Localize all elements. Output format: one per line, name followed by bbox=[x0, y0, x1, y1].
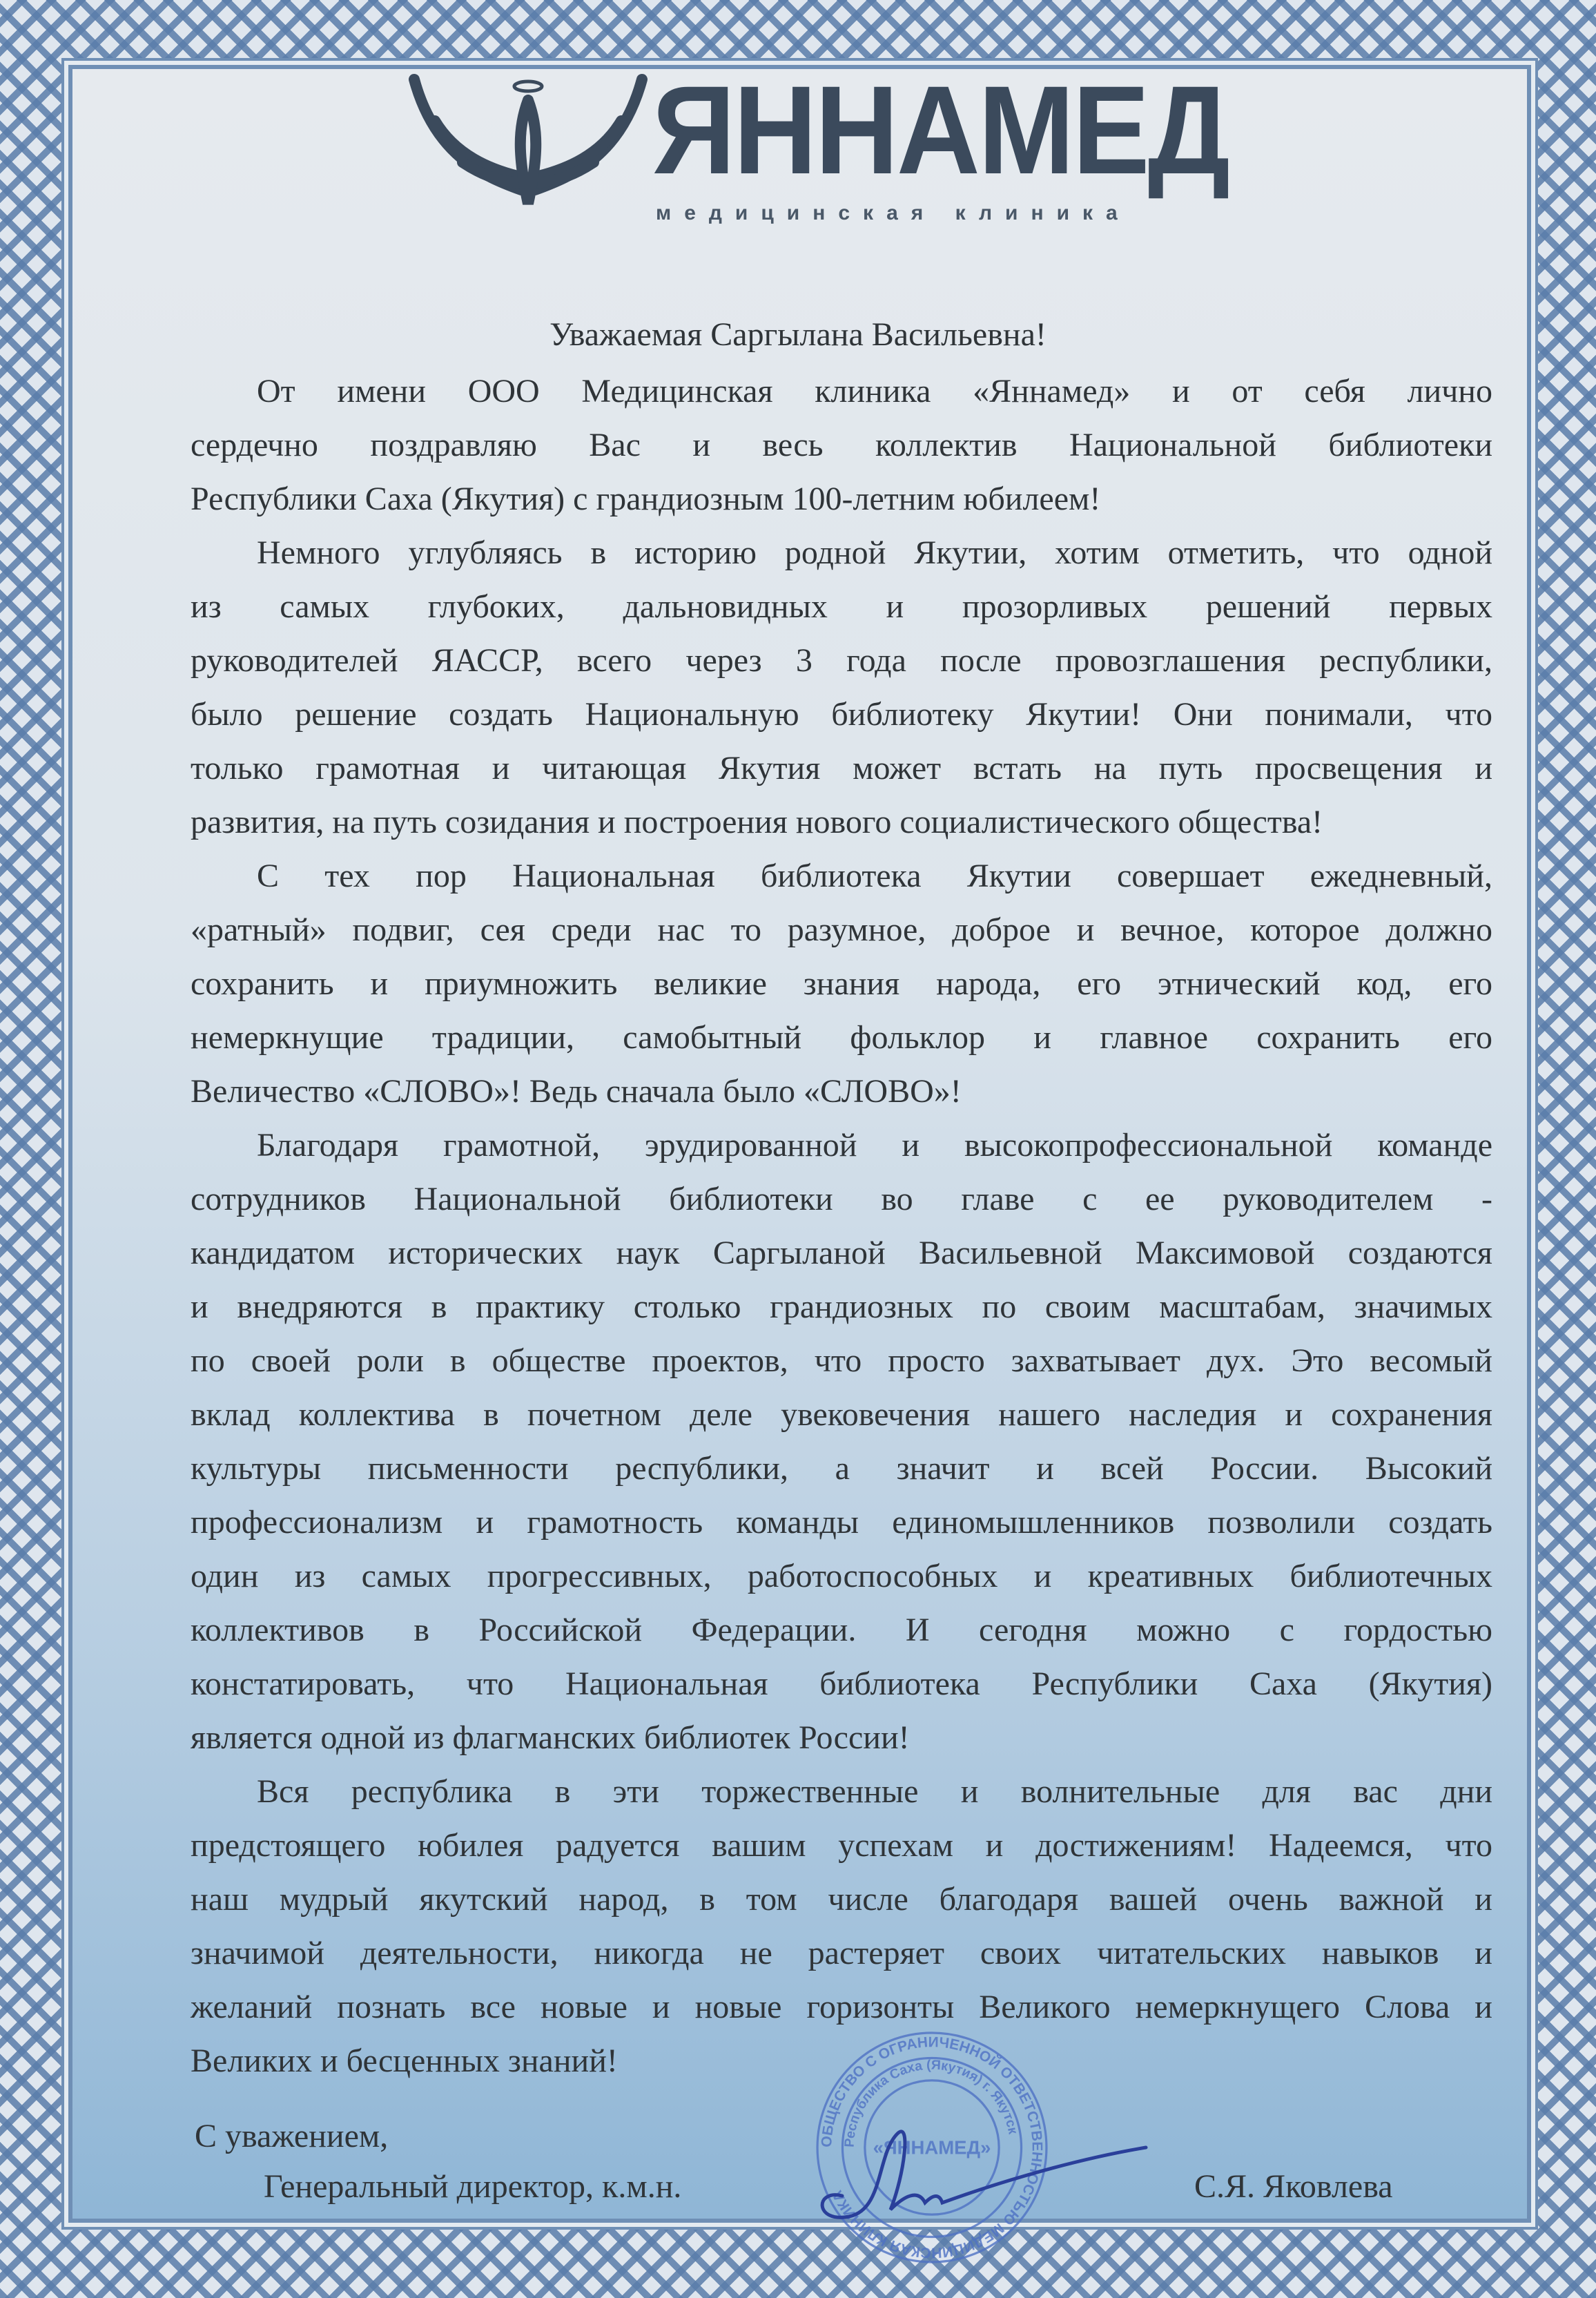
paragraph-line: констатировать, что Национальная библиотека Республики Саха (Якутия) bbox=[191, 1665, 1492, 1702]
paragraph-line: и внедряются в практику столько грандиозных по своим масштабам, значимых bbox=[191, 1288, 1492, 1325]
paragraph-line: сердечно поздравляю Вас и весь коллектив Национальной библиотеки bbox=[191, 427, 1492, 463]
paragraph-line: сотрудников Национальной библиотеки во главе с ее руководителем - bbox=[191, 1181, 1492, 1217]
paragraph-line: вклад коллектива в почетном деле увековечения нашего наследия и сохранения bbox=[191, 1396, 1492, 1433]
paragraph-line: наш мудрый якутский народ, в том числе благодаря вашей очень важной и bbox=[191, 1881, 1492, 1918]
paragraph-line: Великих и бесценных знаний! bbox=[191, 2043, 618, 2079]
angel-wings-icon bbox=[407, 73, 649, 224]
seal-outer-text: ОБЩЕСТВО С ОГРАНИЧЕННОЙ ОТВЕТСТВЕННОСТЬЮ МЕДИЦИНСКАЯ КЛИНИКА bbox=[819, 2034, 1045, 2261]
paragraph-line: значимой деятельности, никогда не растеряет своих читательских навыков и bbox=[191, 1935, 1492, 1971]
paragraph-line: желаний познать все новые и новые горизонты Великого немеркнущего Слова и bbox=[191, 1989, 1492, 2025]
paragraph-line: Немного углубляясь в историю родной Якутии, хотим отметить, что одной bbox=[257, 534, 1492, 571]
paragraph-line: Вся республика в эти торжественные и волнительные для вас дни bbox=[257, 1773, 1492, 1810]
letter-body bbox=[191, 365, 1492, 2088]
paragraph-line: «ратный» подвиг, сея среди нас то разумное, доброе и вечное, которое должно bbox=[191, 911, 1492, 948]
paragraph-line: коллективов в Российской Федерации. И сегодня можно с гордостью bbox=[191, 1612, 1492, 1648]
paragraph-line: От имени ООО Медицинская клиника «Яннамед» и от себя лично bbox=[257, 373, 1492, 409]
paragraph-line: профессионализм и грамотность команды единомышленников позволили создать bbox=[191, 1504, 1492, 1541]
paragraph-line: кандидатом исторических наук Саргыланой Васильевной Максимовой создаются bbox=[191, 1235, 1492, 1271]
paragraph-line: развития, на путь созидания и построения нового социалистического общества! bbox=[191, 804, 1323, 840]
signer-position: Генеральный директор, к.м.н. bbox=[264, 2168, 682, 2205]
letter-greeting: Уважаемая Саргылана Васильевна! bbox=[549, 316, 1047, 353]
closing-regards: С уважением, bbox=[195, 2118, 389, 2154]
paragraph-line: из самых глубоких, дальновидных и прозорливых решений первых bbox=[191, 588, 1492, 625]
paragraph-line: немеркнущие традиции, самобытный фольклор и главное сохранить его bbox=[191, 1019, 1492, 1056]
paragraph-line: С тех пор Национальная библиотека Якутии совершает ежедневный, bbox=[257, 858, 1492, 894]
paragraph-line: только грамотная и читающая Якутия может встать на путь просвещения и bbox=[191, 750, 1492, 786]
paragraph-line: руководителей ЯАССР, всего через 3 года после провозглашения республики, bbox=[191, 642, 1492, 679]
paragraph-line: было решение создать Национальную библиотеку Якутии! Они понимали, что bbox=[191, 696, 1492, 733]
seal-center-text: «ЯННАМЕД» bbox=[873, 2136, 991, 2159]
paragraph-line: является одной из флагманских библиотек России! bbox=[191, 1719, 910, 1756]
logo-subtitle: медицинская клиника bbox=[656, 202, 1131, 224]
paragraph-line: Благодаря грамотной, эрудированной и высокопрофессиональной команде bbox=[257, 1127, 1492, 1164]
logo-wordmark: ЯННАМЕД bbox=[652, 59, 1229, 200]
paragraph-line: предстоящего юбилея радуется вашим успехам и достижениям! Надеемся, что bbox=[191, 1827, 1492, 1864]
signer-name: С.Я. Яковлева bbox=[1194, 2168, 1393, 2205]
paragraph-line: по своей роли в обществе проектов, что просто захватывает дух. Это весомый bbox=[191, 1342, 1492, 1379]
handwritten-signature bbox=[801, 2113, 1160, 2230]
paragraph-line: один из самых прогрессивных, работоспособных и креативных библиотечных bbox=[191, 1558, 1492, 1594]
paragraph-line: Республики Саха (Якутия) с грандиозным 100-летним юбилеем! bbox=[191, 481, 1101, 517]
seal-inner-text: Республика Саха (Якутия) г. Якутск bbox=[841, 2057, 1021, 2148]
paragraph-line: сохранить и приумножить великие знания народа, его этнический код, его bbox=[191, 965, 1492, 1002]
clinic-logo bbox=[407, 59, 1236, 238]
paragraph-line: культуры письменности республики, а значит и всей России. Высокий bbox=[191, 1450, 1492, 1487]
paragraph-line: Величество «СЛОВО»! Ведь сначала было «СЛОВО»! bbox=[191, 1073, 962, 1110]
